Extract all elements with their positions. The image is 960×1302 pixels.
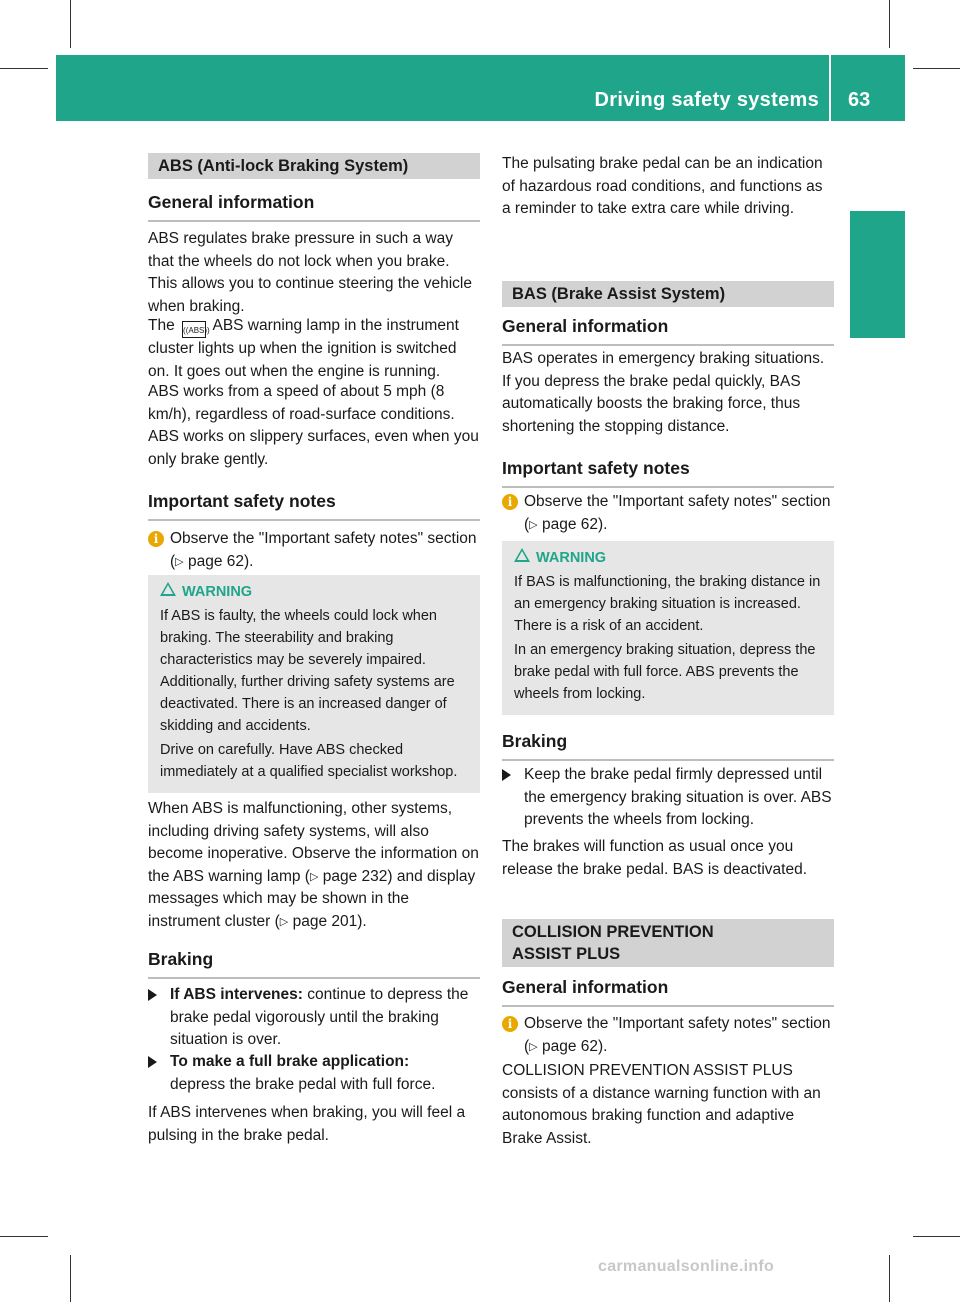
subhead-important-safety-notes: Important safety notes: [502, 458, 834, 488]
subhead-important-safety-notes: Important safety notes: [148, 491, 480, 521]
text: The: [148, 317, 175, 334]
reference-arrow-icon: ▷: [309, 870, 319, 883]
step-arrow-icon: [148, 989, 157, 1001]
abs-warning-lamp-icon: ((ABS)): [182, 321, 206, 338]
paragraph: If ABS intervenes when braking, you will feel a pulsing in the brake pedal.: [148, 1104, 466, 1144]
instruction-step: [502, 764, 834, 832]
step-text: depress the brake pedal with full force.: [170, 1075, 436, 1093]
info-note: [148, 528, 480, 573]
reference-arrow-icon: ▷: [529, 518, 538, 531]
step-arrow-icon: [148, 1056, 157, 1068]
text: ABS warning lamp in the instrument cluster lights up when the ignition is switched on. It goes out when the engine is running.: [148, 317, 459, 380]
paragraph: ABS works from a speed of about 5 mph (8 km/h), regardless of road-surface conditions. ABS works on slippery surfaces, even when you only brake gently.: [148, 383, 479, 468]
crop-mark: [70, 1255, 71, 1302]
crop-mark: [70, 0, 71, 48]
subhead-general-information: General information: [148, 192, 480, 222]
subhead-braking: Braking: [502, 731, 834, 761]
section-bar-bas: BAS (Brake Assist System): [502, 281, 834, 307]
crop-mark: [913, 1236, 960, 1237]
paragraph: The pulsating brake pedal can be an indication of hazardous road conditions, and functions as a reminder to take extra care while driving.: [502, 155, 823, 217]
footer-watermark: carmanualsonline.info: [598, 1258, 775, 1275]
info-icon: i: [148, 531, 164, 547]
reference-arrow-icon: ▷: [175, 555, 184, 568]
step-condition: To make a full brake application:: [170, 1053, 410, 1070]
text: When ABS is malfunctioning, other systems, including driving safety systems, will also become inoperative. Observe the information on the ABS warning lamp (: [148, 800, 479, 885]
page-reference[interactable]: page 232) and display messages which may be shown in the instrument cluster (: [148, 867, 476, 930]
warning-text: In an emergency braking situation, depress the brake pedal with full force. ABS prevents the wheels from locking.: [514, 642, 816, 702]
subhead-general-information: General information: [502, 316, 834, 346]
paragraph: BAS operates in emergency braking situations. If you depress the brake pedal quickly, BAS automatically boosts the braking force, thus shortening the stopping distance.: [502, 350, 825, 435]
paragraph: ABS regulates brake pressure in such a way that the wheels do not lock when you brake. This allows you to continue steering the vehicle when braking.: [148, 230, 472, 315]
info-icon: i: [502, 494, 518, 510]
crop-mark: [0, 68, 48, 69]
section-bar-bg: [732, 919, 834, 967]
warning-triangle-icon: [160, 582, 176, 596]
warning-text: If BAS is malfunctioning, the braking distance in an emergency braking situation is increased. There is a risk of an accident.: [514, 574, 821, 634]
page-reference[interactable]: page 62).: [541, 515, 608, 533]
paragraph-malfunction: [148, 798, 480, 933]
step-text: continue to depress the brake pedal vigorously until the braking situation is over.: [170, 986, 469, 1048]
warning-title: WARNING: [536, 550, 607, 566]
paragraph: COLLISION PREVENTION ASSIST PLUS consists of a distance warning function with an autonomous braking function and adaptive Brake Assist.: [502, 1062, 821, 1147]
text: Observe the "Important safety notes" section (: [170, 530, 477, 570]
reference-arrow-icon: ▷: [529, 1040, 538, 1053]
subhead-braking: Braking: [148, 949, 480, 979]
page-reference[interactable]: page 62).: [187, 552, 254, 570]
crop-mark: [889, 1255, 890, 1302]
warning-text: Drive on carefully. Have ABS checked immediately at a qualified specialist workshop.: [160, 742, 458, 780]
side-tab-label: Safety: [861, 268, 886, 335]
warning-box: [148, 575, 480, 793]
reference-arrow-icon: ▷: [279, 915, 289, 928]
paragraph-abs-lamp: [148, 315, 480, 383]
page-number: 63: [848, 89, 871, 111]
warning-title: WARNING: [182, 584, 253, 600]
section-bar-collision-prevention: COLLISION PREVENTION ASSIST PLUS: [502, 919, 732, 967]
subhead-general-information: General information: [502, 977, 834, 1007]
section-bar-abs: ABS (Anti-lock Braking System): [148, 153, 480, 179]
header-divider: [829, 55, 831, 121]
page-reference[interactable]: page 62).: [541, 1037, 608, 1055]
page-title: Driving safety systems: [594, 89, 819, 111]
crop-mark: [889, 0, 890, 48]
warning-box: [502, 541, 834, 715]
step-arrow-icon: [502, 769, 511, 781]
crop-mark: [0, 1236, 48, 1237]
page-reference[interactable]: page 201).: [292, 912, 367, 930]
info-note: [502, 1013, 834, 1058]
info-note: [502, 491, 834, 536]
instruction-step: [148, 984, 480, 1052]
text: Observe the "Important safety notes" section (: [524, 493, 831, 533]
step-text: Keep the brake pedal firmly depressed until the emergency braking situation is over. ABS prevents the wheels from locking.: [524, 766, 832, 828]
text: Observe the "Important safety notes" section (: [524, 1015, 831, 1055]
warning-triangle-icon: [514, 548, 530, 562]
crop-mark: [913, 68, 960, 69]
paragraph: The brakes will function as usual once you release the brake pedal. BAS is deactivated.: [502, 838, 808, 878]
step-condition: If ABS intervenes:: [170, 986, 303, 1003]
warning-text: If ABS is faulty, the wheels could lock when braking. The steerability and braking characteristics may be severely impaired. Additionally, further driving safety systems are deactivated. There is an increased danger of skidding and accidents.: [160, 608, 455, 734]
instruction-step: [148, 1051, 480, 1096]
info-icon: i: [502, 1016, 518, 1032]
